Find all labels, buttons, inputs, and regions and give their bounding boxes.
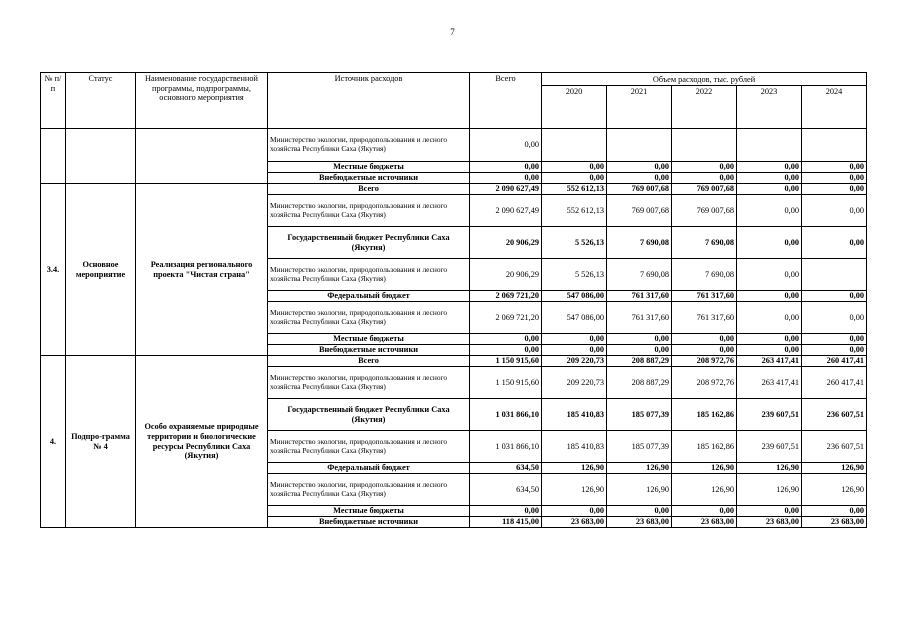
source-cell: Федеральный бюджет bbox=[268, 291, 470, 302]
source-cell: Внебюджетные источники bbox=[268, 517, 470, 528]
value-cell: 0,00 bbox=[802, 227, 867, 259]
value-cell: 5 526,13 bbox=[542, 227, 607, 259]
source-cell: Всего bbox=[268, 356, 470, 367]
value-cell: 0,00 bbox=[737, 334, 802, 345]
page-number: 7 bbox=[450, 27, 455, 37]
value-cell: 0,00 bbox=[470, 345, 542, 356]
value-cell: 0,00 bbox=[802, 162, 867, 173]
table-row bbox=[41, 356, 867, 367]
value-cell: 1 150 915,60 bbox=[470, 367, 542, 399]
header-total: Всего bbox=[470, 73, 542, 129]
value-cell: 0,00 bbox=[802, 334, 867, 345]
value-cell: 209 220,73 bbox=[542, 367, 607, 399]
value-cell: 1 031 866,10 bbox=[470, 431, 542, 463]
value-cell: 239 607,51 bbox=[737, 431, 802, 463]
value-cell: 0,00 bbox=[470, 334, 542, 345]
value-cell: 208 887,29 bbox=[607, 367, 672, 399]
value-cell: 0,00 bbox=[737, 259, 802, 291]
value-cell: 260 417,41 bbox=[802, 356, 867, 367]
value-cell: 769 007,68 bbox=[672, 195, 737, 227]
value-cell: 0,00 bbox=[542, 334, 607, 345]
source-cell: Местные бюджеты bbox=[268, 506, 470, 517]
value-cell: 2 090 627,49 bbox=[470, 184, 542, 195]
value-cell: 126,90 bbox=[542, 463, 607, 474]
value-cell: 208 887,29 bbox=[607, 356, 672, 367]
value-cell: 239 607,51 bbox=[737, 399, 802, 431]
header-year: 2024 bbox=[802, 86, 867, 129]
source-cell: Внебюджетные источники bbox=[268, 345, 470, 356]
value-cell: 0,00 bbox=[607, 506, 672, 517]
source-cell: Министерство экологии, природопользования и лесного хозяйства Республики Саха (Якутия) bbox=[268, 367, 470, 399]
value-cell: 769 007,68 bbox=[672, 184, 737, 195]
value-cell: 185 410,83 bbox=[542, 399, 607, 431]
value-cell: 634,50 bbox=[470, 474, 542, 506]
value-cell: 20 906,29 bbox=[470, 259, 542, 291]
header-volume: Объем расходов, тыс. рублей bbox=[542, 73, 867, 86]
row-status: Подпро-грамма № 4 bbox=[66, 356, 136, 528]
value-cell: 7 690,08 bbox=[607, 259, 672, 291]
value-cell: 0,00 bbox=[737, 195, 802, 227]
value-cell: 552 612,13 bbox=[542, 195, 607, 227]
value-cell: 769 007,68 bbox=[607, 184, 672, 195]
value-cell: 126,90 bbox=[672, 474, 737, 506]
value-cell: 0,00 bbox=[737, 173, 802, 184]
value-cell: 126,90 bbox=[607, 463, 672, 474]
source-cell: Министерство экологии, природопользования и лесного хозяйства Республики Саха (Якутия) bbox=[268, 195, 470, 227]
value-cell: 2 090 627,49 bbox=[470, 195, 542, 227]
value-cell: 0,00 bbox=[542, 162, 607, 173]
source-cell: Государственный бюджет Республики Саха (Якутия) bbox=[268, 227, 470, 259]
value-cell: 0,00 bbox=[737, 291, 802, 302]
value-cell: 5 526,13 bbox=[542, 259, 607, 291]
value-cell: 126,90 bbox=[802, 463, 867, 474]
value-cell: 0,00 bbox=[802, 173, 867, 184]
value-cell: 0,00 bbox=[737, 302, 802, 334]
value-cell: 547 086,00 bbox=[542, 302, 607, 334]
source-cell: Федеральный бюджет bbox=[268, 463, 470, 474]
value-cell: 0,00 bbox=[470, 129, 542, 162]
source-cell: Министерство экологии, природопользования и лесного хозяйства Республики Саха (Якутия) bbox=[268, 302, 470, 334]
row-number: 3.4. bbox=[41, 184, 66, 356]
table-row bbox=[41, 184, 867, 195]
source-cell: Местные бюджеты bbox=[268, 334, 470, 345]
value-cell: 0,00 bbox=[672, 173, 737, 184]
expenditure-table bbox=[40, 72, 867, 528]
value-cell: 126,90 bbox=[672, 463, 737, 474]
value-cell: 0,00 bbox=[542, 345, 607, 356]
value-cell: 0,00 bbox=[607, 173, 672, 184]
value-cell: 126,90 bbox=[802, 474, 867, 506]
value-cell: 0,00 bbox=[802, 345, 867, 356]
value-cell: 260 417,41 bbox=[802, 367, 867, 399]
value-cell: 185 162,86 bbox=[672, 399, 737, 431]
value-cell: 2 069 721,20 bbox=[470, 302, 542, 334]
header-status: Статус bbox=[66, 73, 136, 129]
header-year: 2023 bbox=[737, 86, 802, 129]
value-cell: 0,00 bbox=[802, 291, 867, 302]
value-cell: 1 150 915,60 bbox=[470, 356, 542, 367]
value-cell: 552 612,13 bbox=[542, 184, 607, 195]
value-cell: 7 690,08 bbox=[672, 227, 737, 259]
value-cell: 761 317,60 bbox=[672, 302, 737, 334]
value-cell: 118 415,00 bbox=[470, 517, 542, 528]
value-cell: 0,00 bbox=[470, 162, 542, 173]
value-cell: 0,00 bbox=[607, 345, 672, 356]
value-cell: 23 683,00 bbox=[672, 517, 737, 528]
value-cell: 0,00 bbox=[802, 184, 867, 195]
source-cell: Государственный бюджет Республики Саха (Якутия) bbox=[268, 399, 470, 431]
value-cell: 0,00 bbox=[737, 227, 802, 259]
value-cell: 126,90 bbox=[607, 474, 672, 506]
table-row bbox=[41, 129, 867, 162]
value-cell: 263 417,41 bbox=[737, 356, 802, 367]
value-cell: 0,00 bbox=[672, 345, 737, 356]
value-cell: 185 162,86 bbox=[672, 431, 737, 463]
value-cell: 23 683,00 bbox=[737, 517, 802, 528]
value-cell: 0,00 bbox=[672, 506, 737, 517]
value-cell: 547 086,00 bbox=[542, 291, 607, 302]
row-number: 4. bbox=[41, 356, 66, 528]
value-cell: 0,00 bbox=[672, 162, 737, 173]
value-cell: 208 972,76 bbox=[672, 367, 737, 399]
value-cell: 0,00 bbox=[542, 173, 607, 184]
value-cell: 23 683,00 bbox=[542, 517, 607, 528]
header-source: Источник расходов bbox=[268, 73, 470, 129]
value-cell: 126,90 bbox=[542, 474, 607, 506]
source-cell: Министерство экологии, природопользования и лесного хозяйства Республики Саха (Якутия) bbox=[268, 431, 470, 463]
value-cell: 0,00 bbox=[607, 162, 672, 173]
value-cell: 7 690,08 bbox=[607, 227, 672, 259]
row-status: Основное мероприятие bbox=[66, 184, 136, 356]
value-cell: 2 069 721,20 bbox=[470, 291, 542, 302]
header-year: 2020 bbox=[542, 86, 607, 129]
value-cell: 20 906,29 bbox=[470, 227, 542, 259]
header-num: № п/п bbox=[41, 73, 66, 129]
value-cell: 185 077,39 bbox=[607, 399, 672, 431]
value-cell: 0,00 bbox=[542, 506, 607, 517]
value-cell: 23 683,00 bbox=[802, 517, 867, 528]
value-cell: 0,00 bbox=[802, 302, 867, 334]
value-cell: 0,00 bbox=[737, 345, 802, 356]
value-cell: 0,00 bbox=[802, 195, 867, 227]
value-cell: 761 317,60 bbox=[672, 291, 737, 302]
value-cell: 7 690,08 bbox=[672, 259, 737, 291]
header-name: Наименование государственной программы, подпрограммы, основного мероприятия bbox=[136, 73, 268, 129]
row-name: Реализация регионального проекта "Чистая страна" bbox=[136, 184, 268, 356]
value-cell: 761 317,60 bbox=[607, 302, 672, 334]
value-cell: 0,00 bbox=[737, 506, 802, 517]
header-year: 2021 bbox=[607, 86, 672, 129]
value-cell: 0,00 bbox=[672, 334, 737, 345]
value-cell: 0,00 bbox=[607, 334, 672, 345]
value-cell: 126,90 bbox=[737, 463, 802, 474]
source-cell: Министерство экологии, природопользования и лесного хозяйства Республики Саха (Якутия) bbox=[268, 474, 470, 506]
value-cell: 0,00 bbox=[470, 506, 542, 517]
value-cell: 0,00 bbox=[737, 162, 802, 173]
value-cell: 185 077,39 bbox=[607, 431, 672, 463]
value-cell: 634,50 bbox=[470, 463, 542, 474]
value-cell: 126,90 bbox=[737, 474, 802, 506]
value-cell: 236 607,51 bbox=[802, 431, 867, 463]
source-cell: Всего bbox=[268, 184, 470, 195]
header-year: 2022 bbox=[672, 86, 737, 129]
value-cell: 0,00 bbox=[470, 173, 542, 184]
value-cell: 0,00 bbox=[802, 506, 867, 517]
source-cell: Министерство экологии, природопользования и лесного хозяйства Республики Саха (Якутия) bbox=[268, 259, 470, 291]
value-cell: 209 220,73 bbox=[542, 356, 607, 367]
value-cell: 0,00 bbox=[737, 184, 802, 195]
source-cell: Внебюджетные источники bbox=[268, 173, 470, 184]
source-cell: Министерство экологии, природопользования и лесного хозяйства Республики Саха (Якутия) bbox=[268, 129, 470, 162]
value-cell: 236 607,51 bbox=[802, 399, 867, 431]
source-cell: Местные бюджеты bbox=[268, 162, 470, 173]
value-cell: 23 683,00 bbox=[607, 517, 672, 528]
value-cell: 761 317,60 bbox=[607, 291, 672, 302]
row-name: Особо охраняемые природные территории и биологические ресурсы Республики Саха (Якутия) bbox=[136, 356, 268, 528]
value-cell: 1 031 866,10 bbox=[470, 399, 542, 431]
value-cell: 185 410,83 bbox=[542, 431, 607, 463]
value-cell: 769 007,68 bbox=[607, 195, 672, 227]
value-cell: 208 972,76 bbox=[672, 356, 737, 367]
value-cell: 263 417,41 bbox=[737, 367, 802, 399]
